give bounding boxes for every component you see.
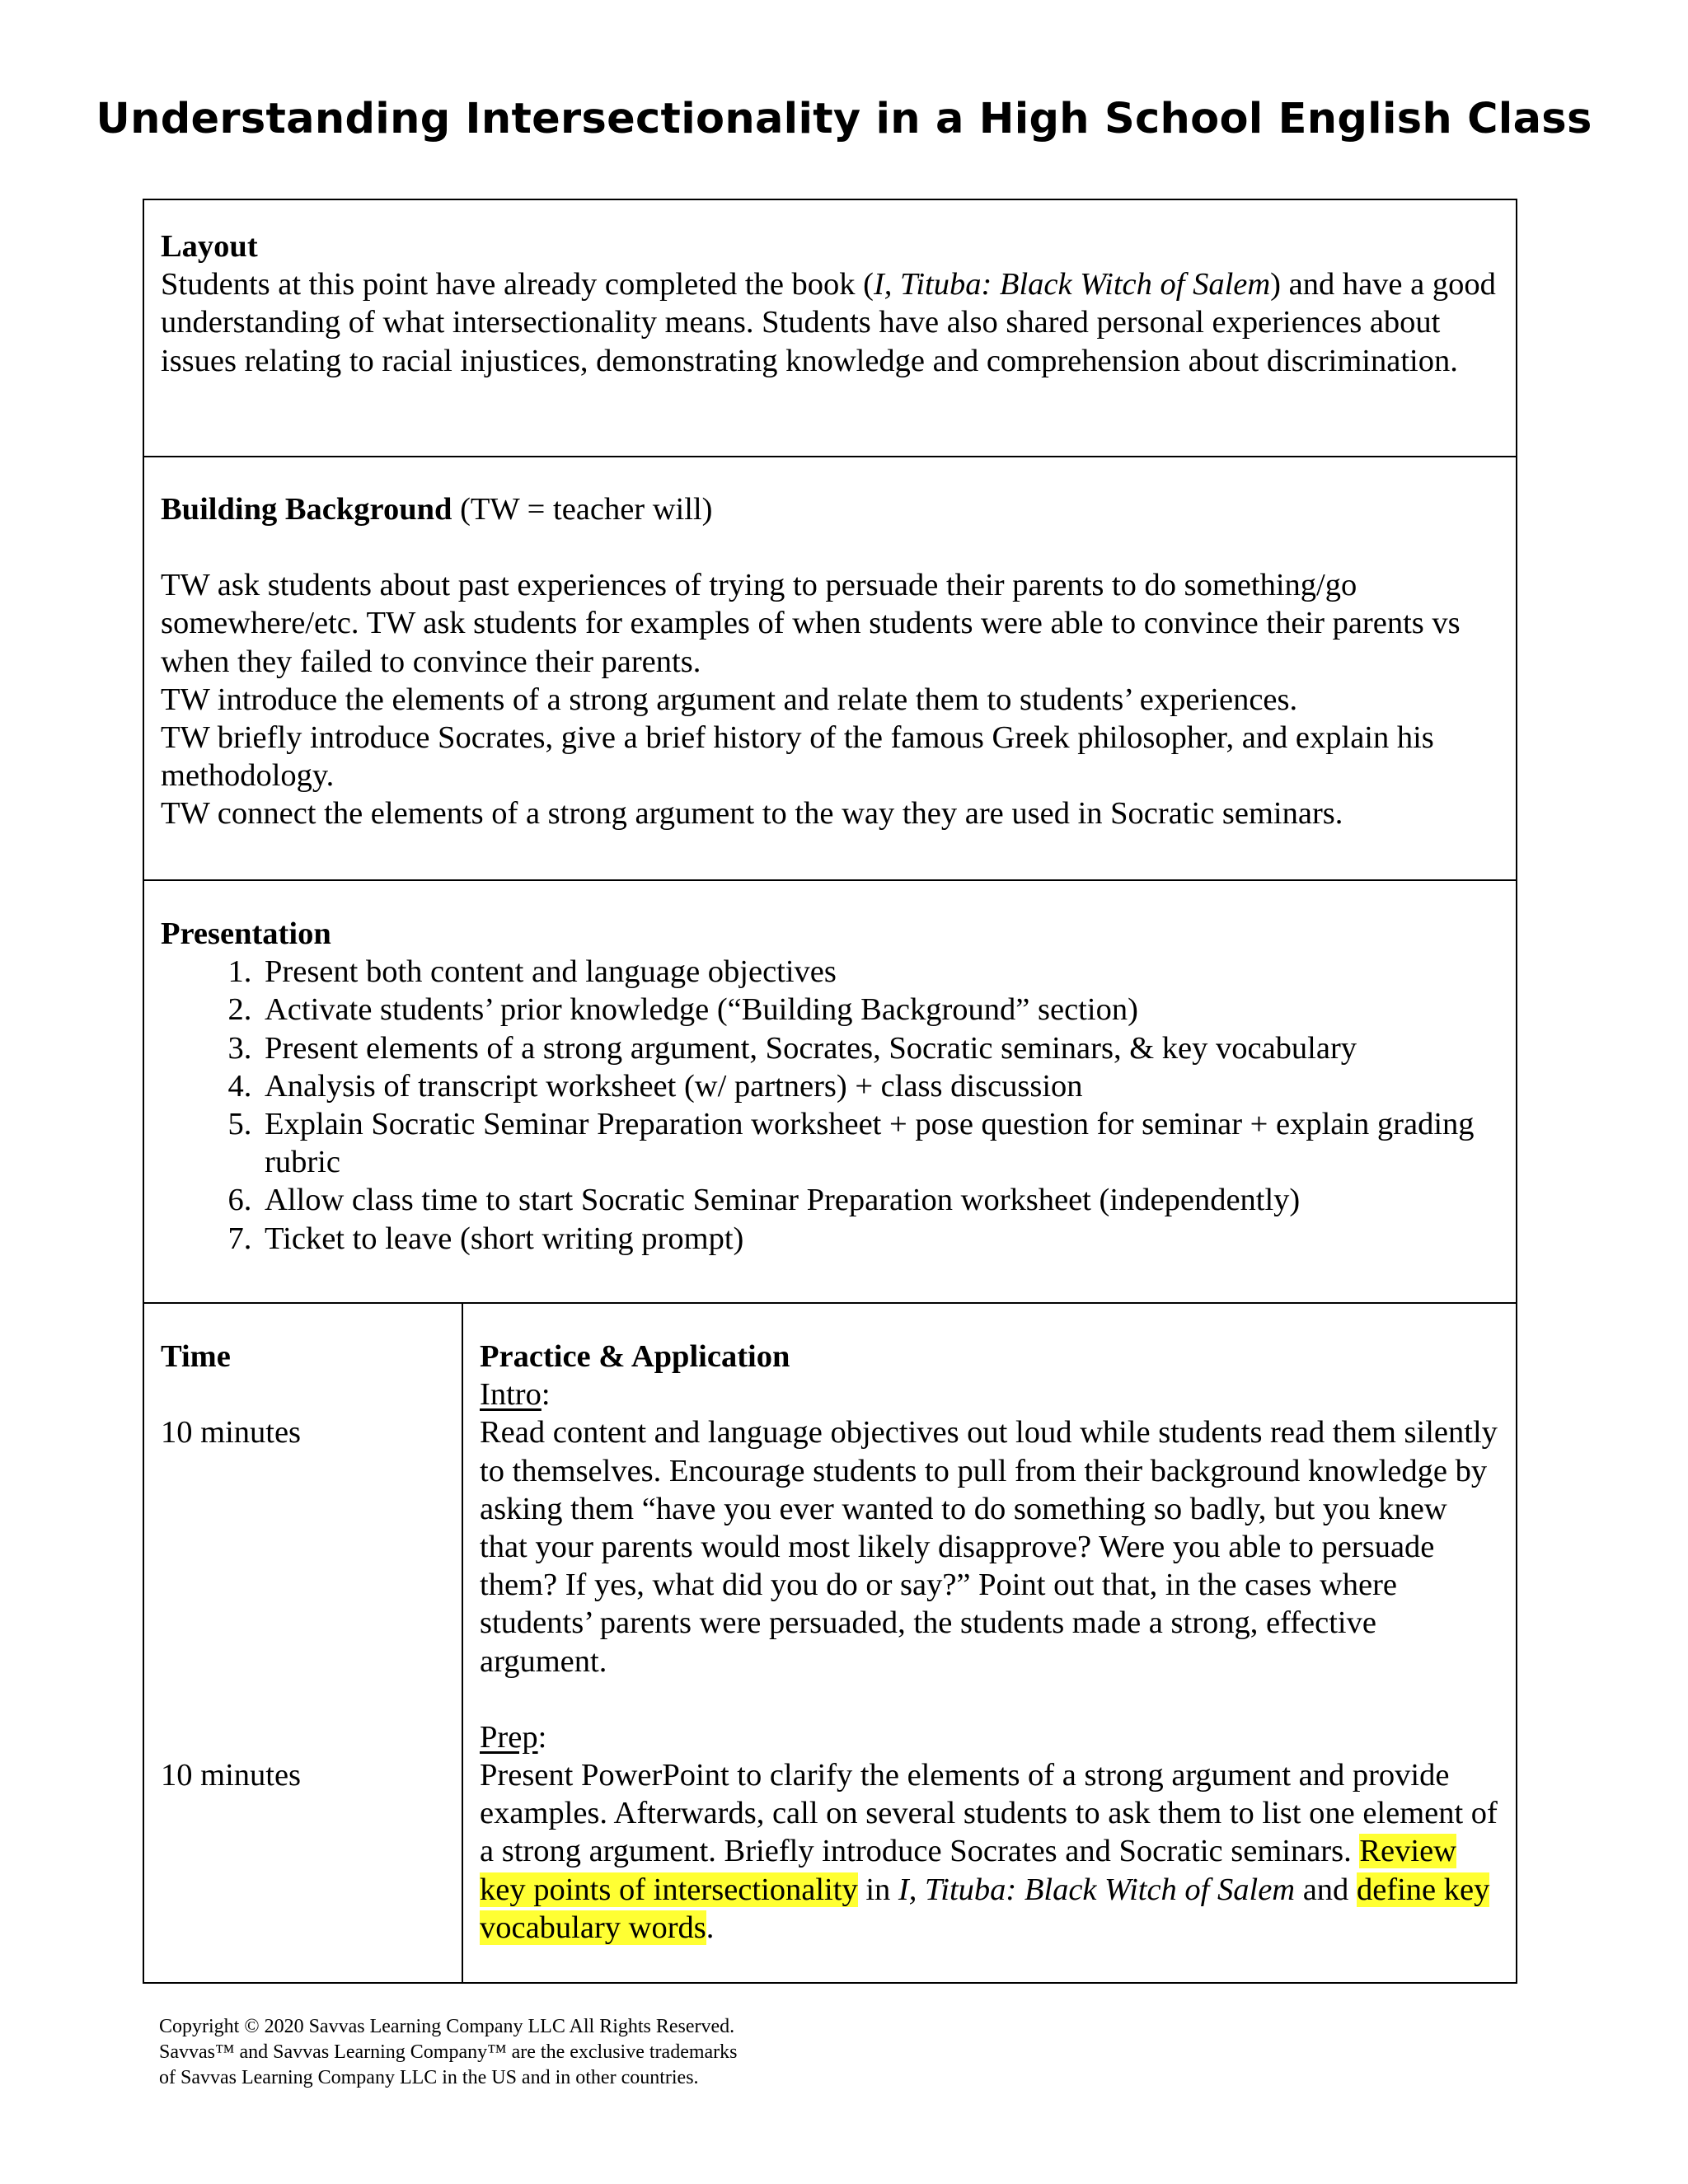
- lesson-plan-table: [143, 199, 1517, 1984]
- background-paragraph: TW briefly introduce Socrates, give a brief history of the famous Greek philosopher, and explain his methodology.: [161, 720, 1434, 794]
- prep-text-part: .: [706, 1910, 715, 1945]
- layout-cell: [143, 199, 1517, 457]
- building-background-row: [143, 457, 1517, 880]
- highlight-vocabulary: define key vocabulary words: [480, 1872, 1490, 1945]
- building-background-heading: Building Background: [161, 492, 452, 527]
- prep-time: 10 minutes: [161, 1758, 302, 1793]
- presentation-item: 2. Activate students’ prior knowledge (“Building Background” section): [260, 991, 1499, 1029]
- presentation-heading: Presentation: [161, 916, 331, 951]
- time-cell: [143, 1303, 462, 1983]
- presentation-item: 3. Present elements of a strong argument, Socrates, Socratic seminars, & key vocabulary: [260, 1029, 1499, 1067]
- prep-label: Prep: [480, 1719, 538, 1755]
- prep-book-title: I, Tituba: Black Witch of Salem: [898, 1872, 1296, 1907]
- presentation-row: [143, 880, 1517, 1303]
- background-paragraph: TW ask students about past experiences of trying to persuade their parents to do something/go somewhere/etc. TW ask students for examples of when students were able to convince their parents vs when they failed to convince their parents.: [161, 568, 1461, 679]
- prep-text-part: Present PowerPoint to clarify the elements of a strong argument and provide examples. Afterwards, call on several students to ask them to list one element of a strong argument. Briefly introduce Socrates and Socratic seminars.: [480, 1758, 1498, 1869]
- prep-text-part: in: [857, 1872, 898, 1907]
- time-heading: Time: [161, 1339, 231, 1374]
- layout-text-end: ) and have a good understanding of what intersectionality means. Students have also shared personal experiences about issues relating to racial injustices, demonstrating knowledge and comprehension about discrimination.: [161, 267, 1496, 378]
- practice-row: [143, 1303, 1517, 1983]
- presentation-list: [161, 953, 1499, 1258]
- presentation-item: 5. Explain Socratic Seminar Preparation worksheet + pose question for seminar + explain grading rubric: [260, 1105, 1499, 1181]
- intro-label: Intro: [480, 1377, 542, 1413]
- layout-book-title: I, Tituba: Black Witch of Salem: [873, 267, 1271, 302]
- building-background-title: [161, 490, 1499, 528]
- footer-line: Savvas™ and Savvas Learning Company™ are the exclusive trademarks: [159, 2041, 738, 2063]
- intro-time: 10 minutes: [161, 1415, 302, 1451]
- presentation-item: 1. Present both content and language objectives: [260, 953, 1499, 991]
- building-background-note: (TW = teacher will): [452, 492, 713, 527]
- intro-text: Read content and language objectives out loud while students read them silently to themselves. Encourage students to pull from their background knowledge by asking them “have you ever wanted to do something so badly, but you knew that your parents would most likely disapprove? Were you able to persuade them? If yes, what did you do or say?” Point out that, in the cases where students’ parents were persuaded, the students made a strong, effective argument.: [480, 1415, 1498, 1679]
- prep-text: [480, 1756, 1499, 1947]
- practice-cell: [462, 1303, 1517, 1983]
- presentation-cell: [143, 880, 1517, 1303]
- footer-line: of Savvas Learning Company LLC in the US and in other countries.: [159, 2067, 699, 2088]
- layout-text-start: Students at this point have already completed the book (: [161, 267, 874, 302]
- presentation-item: 4. Analysis of transcript worksheet (w/ partners) + class discussion: [260, 1067, 1499, 1105]
- background-paragraph: TW introduce the elements of a strong argument and relate them to students’ experiences.: [161, 682, 1298, 717]
- layout-row: [143, 199, 1517, 457]
- prep-text-part: and: [1295, 1872, 1357, 1907]
- presentation-item: 7. Ticket to leave (short writing prompt): [260, 1220, 1499, 1258]
- presentation-item: 6. Allow class time to start Socratic Seminar Preparation worksheet (independently): [260, 1181, 1499, 1219]
- footer-line: Copyright © 2020 Savvas Learning Company LLC All Rights Reserved.: [159, 2016, 735, 2037]
- copyright-footer: [159, 2014, 738, 2091]
- highlight-intersectionality: Review key points of intersectionality: [480, 1834, 1456, 1907]
- building-background-cell: [143, 457, 1517, 880]
- layout-heading: Layout: [161, 229, 258, 264]
- layout-text: [161, 265, 1499, 380]
- page-title: Understanding Intersectionality in a High School English Class: [96, 95, 1592, 143]
- intro-label-line: Intro:: [480, 1377, 551, 1413]
- practice-heading: Practice & Application: [480, 1339, 790, 1374]
- background-paragraph: TW connect the elements of a strong argument to the way they are used in Socratic seminars.: [161, 796, 1343, 832]
- prep-label-line: Prep:: [480, 1719, 547, 1755]
